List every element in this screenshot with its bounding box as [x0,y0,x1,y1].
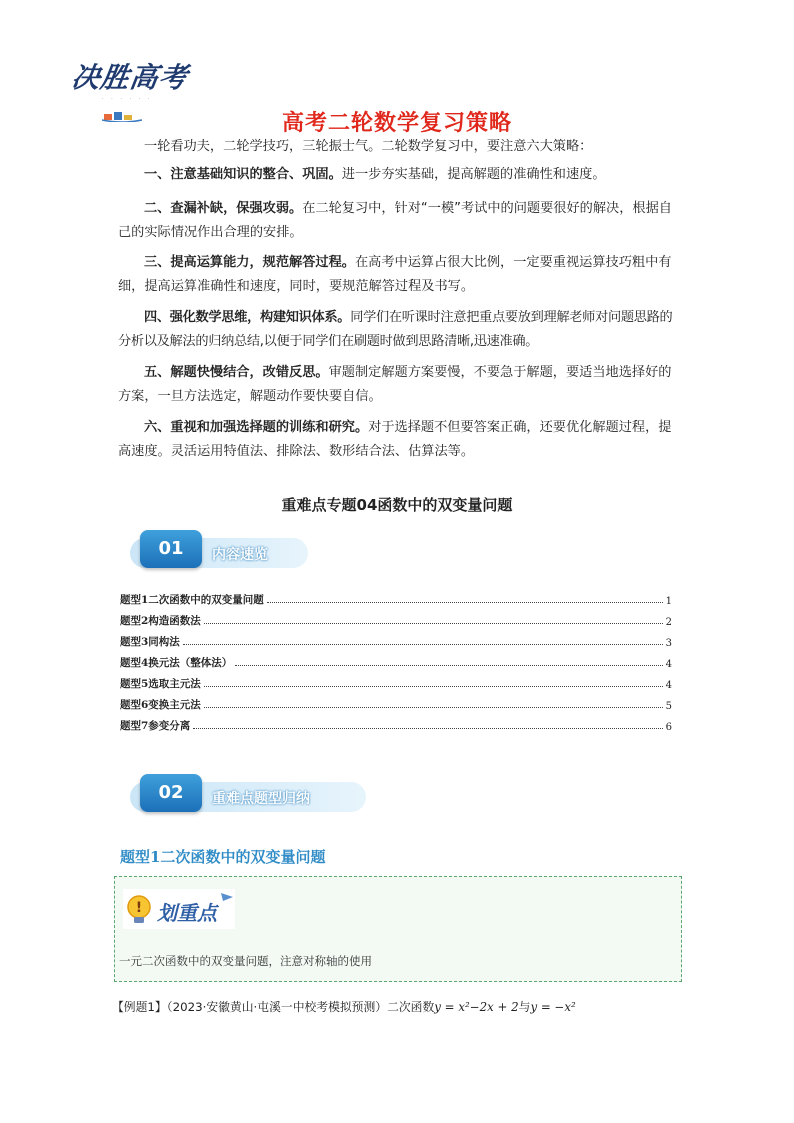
section-banner-02 [120,774,370,816]
toc-item[interactable] [120,586,672,607]
svg-text:!: ! [135,900,143,916]
toc-item-title: 题型5选取主元法 [120,678,201,690]
intro-paragraph: 一轮看功夫，二轮学技巧，三轮振士气。二轮数学复习中，要注意六大策略： [144,139,593,154]
toc-item[interactable] [120,628,672,649]
strategy-paragraph [118,416,678,464]
strategy-paragraph [118,361,678,409]
toc-leader [204,686,663,687]
page-title: 高考二轮数学复习策略 [281,111,512,136]
section-number: 02 [140,774,202,812]
example-line [112,998,576,1015]
strategy-heading: 一、注意基础知识的整合、巩固。 [144,167,342,182]
toc-item-title: 题型1二次函数中的双变量问题 [120,594,264,606]
toc-leader [204,623,663,624]
strategy-text: 在二轮复习中，针对“一模”考试中的问题要很好的解决，根据自己的实际情况作出合理的安排。 [118,201,672,240]
strategy-text: 审题制定解题方案要慢，不要急于解题，要适当地选择好的方案，一旦方法选定，解题动作要快要自信。 [118,365,672,404]
section-label: 内容速览 [212,547,268,563]
toc-item-page: 2 [665,617,672,628]
toc-leader [193,728,662,729]
strategy-text: 对于选择题不但要答案正确，还要优化解题过程，提高速度。灵活运用特值法、排除法、数形结合法、估算法等。 [118,420,672,459]
section-banner-01 [120,530,310,572]
key-point-badge [123,889,235,929]
toc-item[interactable] [120,670,672,691]
strategy-text: 进一步夯实基础，提高解题的准确性和速度。 [341,167,606,182]
strategy-text: 同学们在听课时注意把重点要放到理解老师对问题思路的分析以及解法的归纳总结,以便于同学们在刷题时做到思路清晰,迅速准确。 [118,310,673,349]
strategy-heading: 三、提高运算能力，规范解答过程。 [144,255,355,270]
toc-item[interactable] [120,607,672,628]
key-point-box [114,876,682,982]
section-label: 重难点题型归纳 [212,791,310,807]
strategy-paragraph [118,306,678,354]
topic-title: 重难点专题04函数中的双变量问题 [281,496,513,514]
key-point-label: 划重点 [157,901,217,925]
toc-item-title: 题型6变换主元法 [120,699,201,711]
strategy-text: 在高考中运算占很大比例，一定要重视运算技巧粗中有细，提高运算准确性和速度，同时，要规范解答过程及书写。 [118,255,672,294]
toc-item-page: 4 [665,659,672,670]
strategy-heading: 二、查漏补缺，保强攻弱。 [144,201,303,216]
key-point-text: 一元二次函数中的双变量问题，注意对称轴的使用 [119,954,372,968]
type-heading: 题型1二次函数中的双变量问题 [120,848,326,866]
strategy-heading: 六、重视和加强选择题的训练和研究。 [144,420,369,435]
strategy-heading: 四、强化数学思维，构建知识体系。 [144,310,351,325]
strategy-paragraph [118,197,678,245]
logo-decoration: · · · · · · [102,96,153,102]
toc-item-page: 5 [665,701,672,712]
toc-item-title: 题型3同构法 [120,636,180,648]
toc-item-page: 3 [665,638,672,649]
toc-item-title: 题型7参变分离 [120,720,191,732]
example-connector: 与 [518,1000,531,1014]
section-number: 01 [140,530,202,568]
toc-item[interactable] [120,712,672,733]
logo-text: 决胜高考 [69,61,191,94]
toc-item-title: 题型4换元法（整体法） [120,657,233,669]
toc-item-page: 4 [665,680,672,691]
toc-item-title: 题型2构造函数法 [120,615,201,627]
strategy-heading: 五、解题快慢结合，改错反思。 [144,365,329,380]
toc-leader [235,665,662,666]
toc-item-page: 6 [665,722,672,733]
example-label: 【例题1】 [112,1000,167,1014]
strategy-paragraph [118,251,678,299]
toc-item[interactable] [120,691,672,712]
toc-item-page: 1 [665,596,672,607]
table-of-contents [120,586,672,733]
example-source: （2023·安徽黄山·屯溪一中校考模拟预测）二次函数 [166,1000,435,1014]
equation-1: y = x²−2x + 2 [434,1000,519,1014]
equation-2: y = −x² [530,1000,576,1014]
toc-leader [267,602,663,603]
toc-leader [183,644,663,645]
toc-leader [204,707,663,708]
strategy-paragraph [118,163,678,187]
toc-item[interactable] [120,649,672,670]
